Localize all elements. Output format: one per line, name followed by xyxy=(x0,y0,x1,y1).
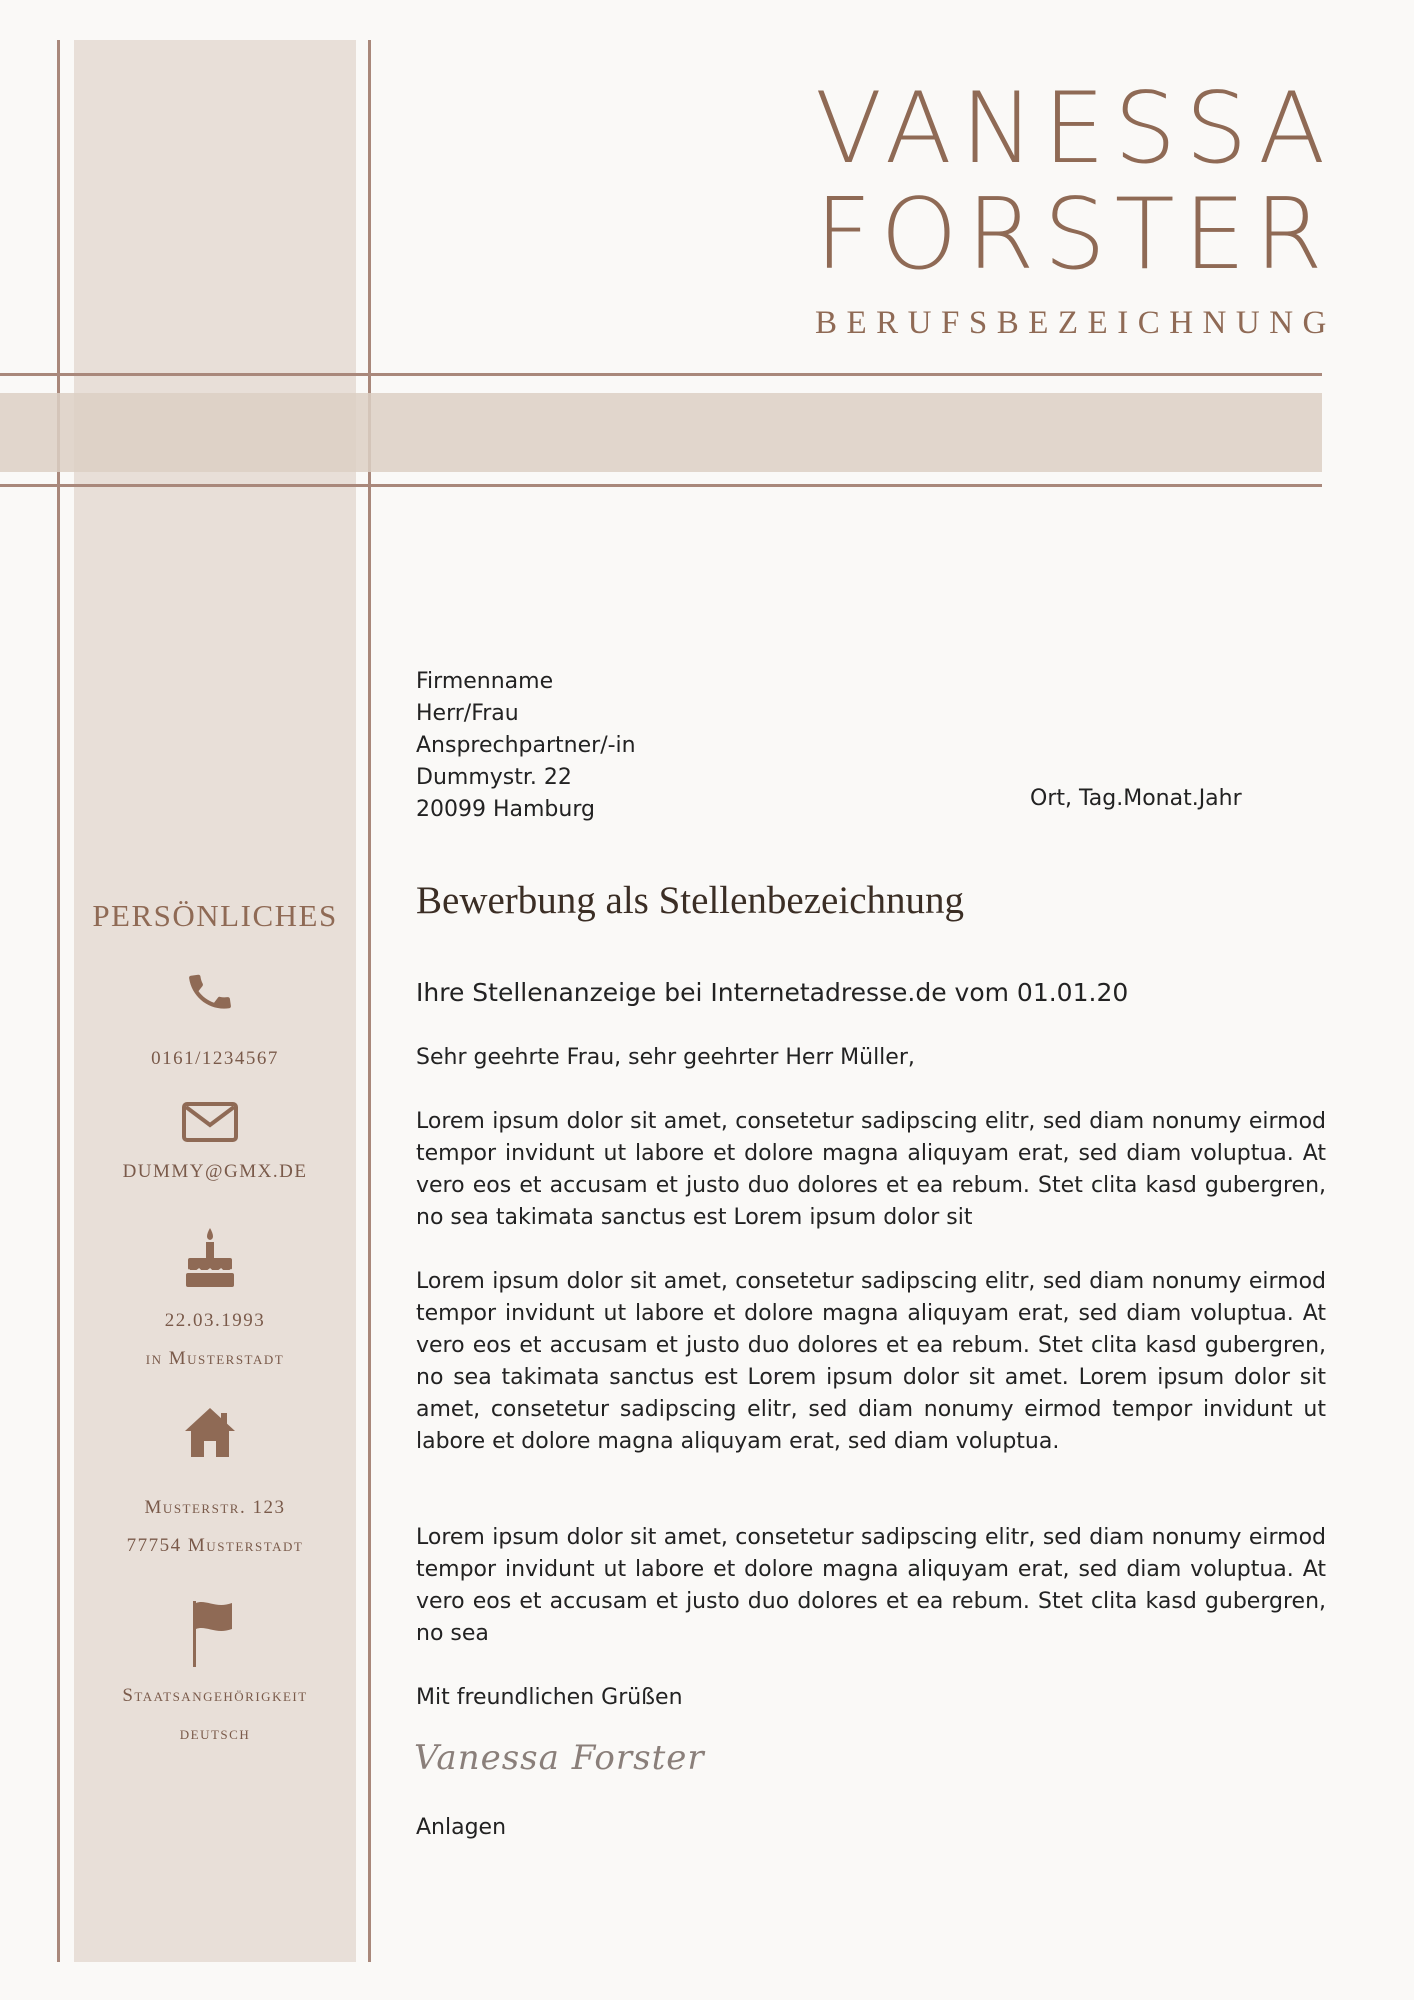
attachments-label: Anlagen xyxy=(416,1815,507,1840)
recipient-address xyxy=(416,666,916,826)
body-paragraph: Lorem ipsum dolor sit amet, consetetur sadipscing elitr, sed diam nonumy eirmod tempor invidunt ut labore et dolore magna aliquyam erat, sed diam voluptua. At vero eos et accusam et justo duo dolores et ea rebum. Stet clita kasd gubergren, no sea takimata sanctus est Lorem ipsum dolor sit amet. Lorem ipsum dolor sit amet, consetetur sadipscing elitr, sed diam nonumy eirmod tempor invidunt ut labore et dolore magna aliquyam erat, sed diam voluptua. xyxy=(416,1269,1326,1454)
sidebar-right-rule xyxy=(368,40,371,1962)
email-address[interactable]: DUMMY@GMX.DE xyxy=(122,1161,308,1182)
body-paragraph: Lorem ipsum dolor sit amet, consetetur sadipscing elitr, sed diam nonumy eirmod tempor invidunt ut labore et dolore magna aliquyam erat, sed diam voluptua. At vero eos et accusam et justo duo dolores et ea rebum. Stet clita kasd gubergren, no sea xyxy=(416,1525,1326,1646)
address-street: Musterstr. 123 xyxy=(144,1497,286,1518)
flag-icon xyxy=(170,1604,250,1664)
header-band xyxy=(0,393,1322,472)
header-bottom-rule xyxy=(0,484,1322,487)
place-date: Ort, Tag.Monat.Jahr xyxy=(1030,786,1242,811)
recipient-contact: Ansprechpartner/-in xyxy=(416,733,636,758)
personal-heading: PERSÖNLICHES xyxy=(92,898,338,933)
last-name: FORSTER xyxy=(815,178,1332,292)
sidebar-left-rule xyxy=(57,40,60,1962)
phone-icon xyxy=(170,962,250,1022)
envelope-icon xyxy=(170,1092,250,1152)
recipient-city: 20099 Hamburg xyxy=(416,797,595,822)
nationality-value: deutsch xyxy=(179,1723,251,1744)
letter-subject: Bewerbung als Stellenbezeichnung xyxy=(416,879,964,922)
body-paragraph: Lorem ipsum dolor sit amet, consetetur sadipscing elitr, sed diam nonumy eirmod tempor invidunt ut labore et dolore magna aliquyam erat, sed diam voluptua. At vero eos et accusam et justo duo dolores et ea rebum. Stet clita kasd gubergren, no sea takimata sanctus est Lorem ipsum dolor sit xyxy=(416,1109,1326,1230)
nationality-label: Staatsangehörigkeit xyxy=(122,1685,308,1706)
salutation: Sehr geehrte Frau, sehr geehrter Herr Müller, xyxy=(416,1045,915,1070)
house-icon xyxy=(170,1402,250,1462)
recipient-title: Herr/Frau xyxy=(416,701,519,726)
birth-place: in Musterstadt xyxy=(145,1348,285,1369)
recipient-street: Dummystr. 22 xyxy=(416,765,572,790)
recipient-company: Firmenname xyxy=(416,669,554,694)
birth-date: 22.03.1993 xyxy=(164,1310,266,1331)
birthday-cake-icon xyxy=(170,1228,250,1288)
job-title: BERUFSBEZEICHNUNG xyxy=(815,305,1336,341)
first-name: VANESSA xyxy=(815,72,1335,186)
job-ad-reference: Ihre Stellenanzeige bei Internetadresse.de vom 01.01.20 xyxy=(416,978,1129,1007)
signature: Vanessa Forster xyxy=(414,1738,705,1778)
address-city: 77754 Musterstadt xyxy=(126,1535,304,1556)
header-top-rule xyxy=(0,373,1322,376)
phone-number[interactable]: 0161/1234567 xyxy=(151,1048,279,1069)
closing: Mit freundlichen Grüßen xyxy=(416,1685,683,1710)
